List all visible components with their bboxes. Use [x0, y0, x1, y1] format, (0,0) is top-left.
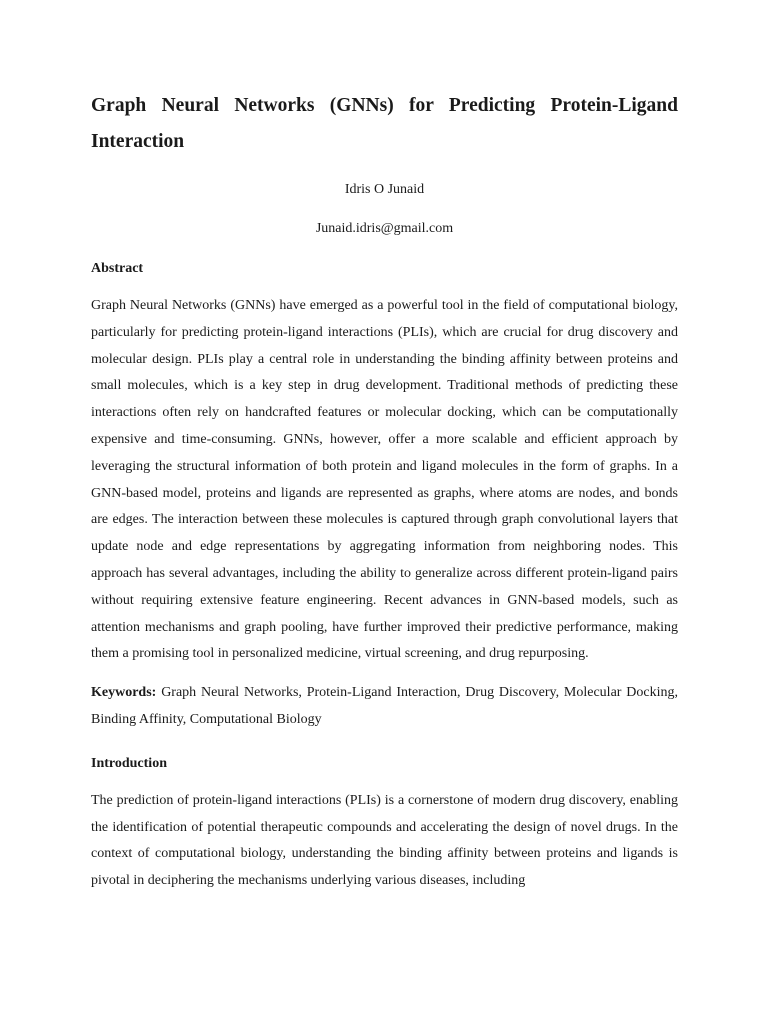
keywords-paragraph: [91, 680, 678, 734]
author-name: Idris O Junaid: [344, 182, 425, 197]
introduction-text: The prediction of protein-ligand interactions (PLIs) is a cornerstone of modern drug discovery, enabling the identification of potential therapeutic compounds and accelerating the design of novel drugs. In the context of computational biology, understanding the binding affinity between proteins and ligands is pivotal in deciphering the mechanisms underlying various diseases, including: [91, 792, 678, 889]
introduction-heading: Introduction: [91, 755, 167, 771]
author-email: Junaid.idris@gmail.com: [315, 221, 454, 236]
paper-title: Graph Neural Networks (GNNs) for Predicting Protein-Ligand Interaction: [91, 95, 678, 152]
abstract-heading: Abstract: [91, 261, 144, 276]
paper-page: [91, 88, 678, 895]
keywords-label: Keywords:: [91, 685, 157, 701]
abstract-text: Graph Neural Networks (GNNs) have emerged as a powerful tool in the field of computational biology, particularly for predicting protein-ligand interactions (PLIs), which are crucial for drug discovery and molecular design. PLIs play a central role in understanding the binding affinity between proteins and small molecules, which is a key step in drug development. Traditional methods of predicting these interactions often rely on handcrafted features or molecular docking, which can be computationally expensive and time-consuming. GNNs, however, offer a more scalable and efficient approach by leveraging the structural information of both protein and ligand molecules in the form of graphs. In a GNN-based model, proteins and ligands are represented as graphs, where atoms are nodes, and bonds are edges. The interaction between these molecules is captured through graph convolutional layers that update node and edge representations by aggregating information from neighboring nodes. This approach has several advantages, including the ability to generalize across different protein-ligand pairs without requiring extensive feature engineering. Recent advances in GNN-based models, such as attention mechanisms and graph pooling, have further improved their predictive performance, making them a promising tool in personalized medicine, virtual screening, and drug repurposing.: [91, 298, 678, 662]
keywords-text: Graph Neural Networks, Protein-Ligand Interaction, Drug Discovery, Molecular Docking, Binding Affinity, Computational Biology: [91, 685, 679, 727]
